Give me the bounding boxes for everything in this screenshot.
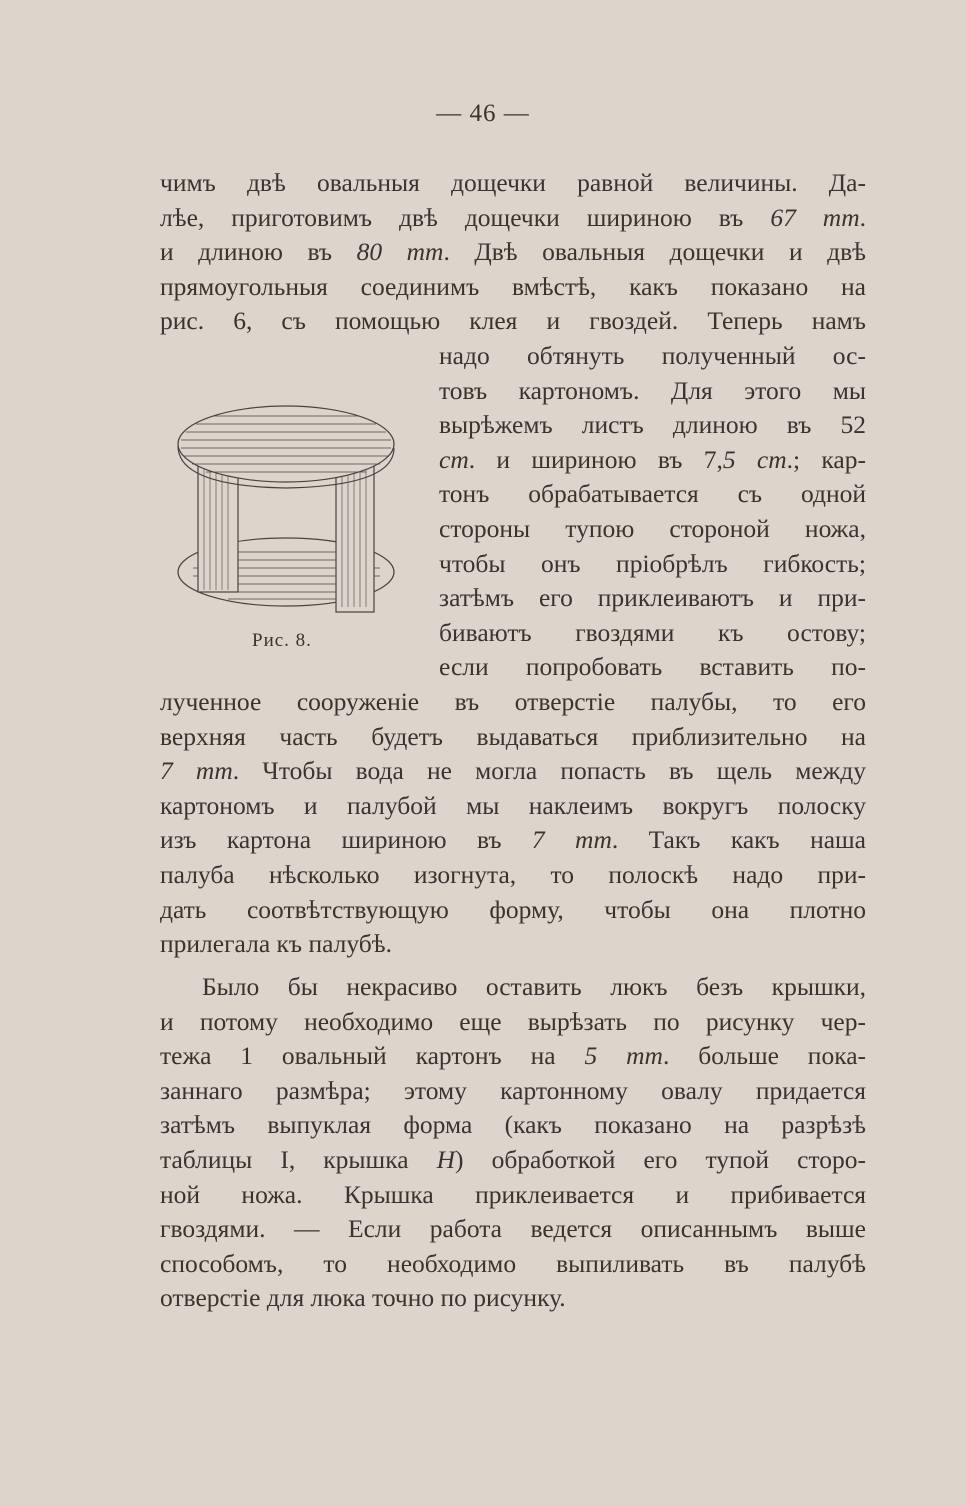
text-line: палуба нѣсколько изогнута, то полоскѣ надо при- [160, 859, 866, 889]
paragraph-2 [160, 970, 866, 1316]
text-line: изъ картона шириною въ 7 mm. Такъ какъ наша [160, 825, 866, 855]
side-text-column [439, 339, 866, 685]
text-line: отверстіе для люка точно по рисунку. [160, 1283, 566, 1313]
text-line: затѣмъ выпуклая форма (какъ показано на разрѣзѣ [160, 1110, 866, 1140]
text-line: и длиною въ 80 mm. Двѣ овальныя дощечки и двѣ [160, 237, 866, 267]
bottom-text-block [160, 685, 866, 962]
text-line: 7 mm. Чтобы вода не могла попасть въ щель между [160, 756, 866, 786]
text-line: заннаго размѣра; этому картонному овалу придается [160, 1075, 866, 1105]
page-number: — 46 — [436, 100, 530, 127]
text-line: затѣмъ его приклеиваютъ и при- [439, 583, 866, 613]
text-line: надо обтянуть полученный ос- [439, 341, 866, 370]
figure-caption: Рис. 8. [252, 630, 312, 651]
text-line: верхняя часть будетъ выдаваться приблизительно на [160, 721, 866, 751]
hatch-frame-drawing [168, 392, 404, 622]
text-line: таблицы I, крышка H) обработкой его тупой сторо- [160, 1144, 866, 1174]
top-text-block [160, 166, 866, 339]
text-line: рис. 6, съ помощью клея и гвоздей. Теперь намъ [160, 306, 866, 336]
text-line: гвоздями. — Если работа ведется описаннымъ выше [160, 1214, 866, 1244]
text-line: картономъ и палубой мы наклеимъ вокругъ полоску [160, 790, 866, 820]
text-line: если попробовать вставить по- [439, 652, 866, 682]
text-line: cm. и шириною въ 7,5 cm.; кар- [439, 444, 866, 474]
text-line: дать соотвѣтствующую форму, чтобы она плотно [160, 894, 866, 924]
text-line: товъ картономъ. Для этого мы [439, 375, 866, 405]
text-line: чимъ двѣ овальныя дощечки равной величины. Да- [160, 168, 866, 197]
text-line: биваютъ гвоздями къ остову; [439, 617, 866, 647]
text-line: Было бы некрасиво оставить люкъ безъ крышки, [202, 972, 866, 1001]
text-line: и потому необходимо еще вырѣзать по рисунку чер- [160, 1006, 866, 1036]
text-line: тонъ обрабатывается съ одной [439, 479, 866, 509]
text-line: прямоугольныя соединимъ вмѣстѣ, какъ показано на [160, 271, 866, 301]
text-line: прилегала къ палубѣ. [160, 929, 392, 959]
text-line: тежа 1 овальный картонъ на 5 mm. больше пока- [160, 1041, 867, 1071]
text-line: способомъ, то необходимо выпиливать въ палубѣ [160, 1248, 866, 1278]
text-line: лученное сооруженіе въ отверстіе палубы, то его [160, 687, 866, 716]
text-line: лѣе, приготовимъ двѣ дощечки шириною въ 67 mm. [160, 202, 867, 232]
text-line: ной ножа. Крышка приклеивается и прибивается [160, 1179, 866, 1209]
text-line: стороны тупою стороной ножа, [439, 513, 866, 543]
text-line: вырѣжемъ листъ длиною въ 52 [439, 410, 866, 440]
text-line: чтобы онъ пріобрѣлъ гибкость; [439, 548, 866, 578]
figure-8-illustration [168, 392, 404, 622]
